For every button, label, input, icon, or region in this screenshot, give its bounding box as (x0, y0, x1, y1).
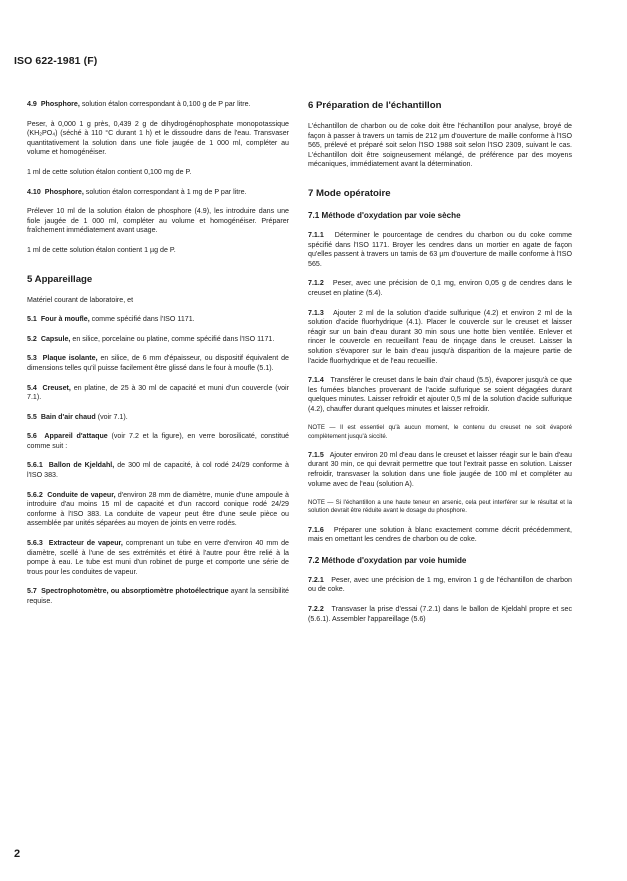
clause-title: Bain d'air chaud (40, 412, 96, 421)
clause-number: 7.2.2 (308, 605, 324, 614)
clause-text: comme spécifié dans l'ISO 1171. (89, 315, 195, 324)
clause-number: 7.2.1 (308, 575, 324, 584)
clause-text: Peser, avec une précision de 1 mg, environ 1 g de l'échantillon de charbon ou de coke. (308, 575, 572, 594)
note: NOTE — Si l'échantillon a une haute teneur en arsenic, cela peut interférer sur le résultat et la solution devrait être réduite avant le dosage du phosphore. (308, 499, 572, 515)
clause-text: en silice, porcelaine ou platine, comme spécifié dans l'ISO 1171. (70, 334, 275, 343)
clause (308, 576, 572, 595)
document-header: ISO 622-1981 (F) (14, 55, 98, 67)
clause (308, 309, 572, 367)
clause (27, 335, 289, 345)
clause-title: Extracteur de vapeur, (48, 539, 123, 548)
clause (27, 413, 289, 423)
section-heading: 7 Mode opératoire (308, 187, 391, 199)
clause-number: 7.1.6 (308, 525, 324, 534)
clause (308, 526, 572, 545)
clause (308, 376, 572, 414)
left-column (27, 100, 289, 617)
subsection-heading: 7.2 Méthode d'oxydation par voie humide (308, 555, 467, 565)
clause-number: 5.4 (27, 383, 37, 392)
clause-number: 5.1 (27, 315, 37, 324)
paragraph: 1 ml de cette solution étalon contient 1 µg de P. (27, 245, 176, 254)
paragraph: Prélever 10 ml de la solution étalon de phosphore (4.9), les introduire dans une fiole jaugée de 1 000 ml, compléter au volume et homogénéiser. Préparer fraîchement immédiatement avant usage. (27, 207, 289, 235)
clause-number: 5.6.2 (27, 490, 43, 499)
clause-number: 5.6 (27, 432, 37, 441)
clause (27, 539, 289, 577)
clause (27, 587, 289, 606)
section-heading: 6 Préparation de l'échantillon (308, 100, 442, 111)
clause (27, 354, 289, 373)
section-heading: 5 Appareillage (27, 273, 93, 285)
clause-number: 7.1.2 (308, 279, 324, 288)
paragraph: 1 ml de cette solution étalon contient 0,100 mg de P. (27, 167, 192, 176)
clause (308, 279, 572, 298)
clause-text: en platine, de 25 à 30 ml de capacité et muni d'un couvercle (voir 7.1). (27, 383, 289, 402)
subsection-heading: 7.1 Méthode d'oxydation par voie sèche (308, 210, 461, 220)
clause-text: d'environ 28 mm de diamètre, munie d'une ampoule à introduire d'au moins 15 ml de capacité et d'un raccord conique rodé 24/29 conforme à l'ISO 383. La conduite de vapeur peut être d'une seule pièce ou assemblée par unités séparées au moyen de joints en verre rodés. (27, 490, 289, 528)
clause-text: (voir 7.1). (95, 412, 128, 421)
clause-text: en silice, de 6 mm d'épaisseur, ou dispositif équivalent de dimensions telles qu'il puisse facilement être glissé dans le four à moufle (5.1). (27, 354, 289, 372)
clause-number: 5.5 (27, 412, 37, 421)
paragraph: L'échantillon de charbon ou de coke doit être l'échantillon pour analyse, broyé de façon à passer à travers un tamis de 212 µm d'ouverture de maille conforme à l'ISO 565, prélevé et préparé soit selon l'ISO 1988 soit selon l'ISO 2309, suivant le cas. L'échantillon doit être soigneusement mélangé, de préférence par des moyens mécaniques, immédiatement avant la détermination. (308, 122, 572, 169)
clause-number: 5.2 (27, 334, 37, 343)
clause-number: 5.6.3 (27, 539, 43, 548)
clause-text: Ajouter 2 ml de la solution d'acide sulfurique (4.2) et environ 2 ml de la solution d'acide fluorhydrique (4.1). Placer le couvercle sur le creuset et laisser réagir sur un bain d'eau durant 30 min sous une hotte bien ventilée. Enlever et rincer le couvercle en recueillant l'eau de rinçage dans le creuset. Laisser la solution s'évaporer sur le bain d'eau jusqu'à disparition de la majeure partie de l'acide fluorhydrique et de l'eau recueillie. (308, 308, 572, 365)
clause (308, 231, 572, 269)
clause-title: Plaque isolante, (42, 354, 98, 363)
clause (27, 461, 289, 480)
clause-number: 4.9 (27, 100, 37, 108)
clause-text: solution étalon correspondant à 1 mg de P par litre. (83, 187, 247, 196)
clause-text: Ajouter environ 20 ml d'eau dans le creuset et laisser réagir sur le bain d'eau durant 30 min, ce qui devrait permettre que tout l'extrait passe en solution. Laisser refroidir, transvaser la solution dans une fiole jaugée de 100 ml et compléter au volume avec de l'eau (solution A). (308, 450, 572, 488)
clause-title: Capsule, (40, 334, 71, 343)
clause-number: 4.10 (27, 187, 41, 196)
clause (27, 188, 289, 198)
clause-number: 7.1.5 (308, 450, 324, 459)
clause-title: Creuset, (42, 383, 71, 392)
clause-text: Préparer une solution à blanc exactement comme décrit précédemment, mais en omettant les cendres de charbon ou de coke. (308, 525, 572, 544)
note: NOTE — Il est essentiel qu'à aucun moment, le contenu du creuset ne soit évaporé complètement jusqu'à siccité. (308, 424, 572, 440)
right-column (308, 100, 572, 634)
clause-text: Peser, avec une précision de 0,1 mg, environ 0,05 g de cendres dans le creuset en platine (5.4). (308, 279, 572, 297)
clause (27, 100, 289, 110)
clause-number: 7.1.1 (308, 230, 324, 239)
clause-number: 7.1.3 (308, 308, 324, 317)
clause-text: solution étalon correspondant à 0,100 g de P par litre. (79, 100, 251, 108)
page-number: 2 (14, 848, 21, 860)
clause-number: 7.1.4 (308, 376, 324, 385)
clause-text: Déterminer le pourcentage de cendres du charbon ou du coke comme spécifié dans l'ISO 1171. Broyer les cendres dans un mortier en agate de façon qu'elles passent à travers un tamis de 63 µm d'ouverture de maille conforme à l'ISO 565. (308, 230, 572, 268)
clause-number: 5.7 (27, 587, 37, 596)
clause (308, 451, 572, 489)
clause-text: Transférer le creuset dans le bain d'air chaud (5.5), évaporer jusqu'à ce que les fumées blanches provenant de l'acide sulfurique se soient dégagées durant quelques minutes. Laisser refroidir et ajouter 0,5 ml de la solution d'acide sulfurique (4.2), chauffer durant quelques minutes et laisser refroidir. (308, 376, 572, 413)
clause (27, 384, 289, 403)
clause-text: (voir 7.2 et la figure), en verre borosilicaté, constitué comme suit : (27, 432, 289, 450)
clause-number: 5.6.1 (27, 461, 43, 470)
clause-text: ayant la sensibilité requise. (27, 587, 289, 605)
clause-number: 5.3 (27, 354, 37, 363)
clause (27, 315, 289, 325)
clause-text: Transvaser la prise d'essai (7.2.1) dans le ballon de Kjeldahl propre et sec (5.6.1). Assembler l'appareillage (5.6) (308, 605, 572, 623)
clause-title: Ballon de Kjeldahl, (48, 461, 115, 470)
paragraph: Matériel courant de laboratoire, et (27, 295, 134, 304)
clause-title: Conduite de vapeur, (47, 490, 116, 499)
clause-title: Spectrophotomètre, ou absorptiomètre photoélectrique (41, 587, 229, 596)
clause-title: Appareil d'attaque (44, 432, 108, 441)
clause-text: comprenant un tube en verre d'environ 40 mm de diamètre, scellé à l'une de ses extrémités et étiré à l'autre pour être relié à la pompe à eau. Le tube est muni d'un robinet de purge et comporte une série de trous pour les conduites de vapeur. (27, 539, 289, 576)
paragraph: Peser, à 0,000 1 g près, 0,439 2 g de dihydrogénophosphate monopotassique (KH₂PO₄) (séché à 110 °C durant 1 h) et le dissoudre dans de l'eau. Transvaser quantitativement la solution dans une fiole jaugée de 1 000 ml, compléter au volume et homogénéiser. (27, 119, 289, 157)
clause (27, 491, 289, 529)
clause-text: de 300 ml de capacité, à col rodé 24/29 conforme à l'ISO 383. (27, 461, 289, 480)
clause-title: Phosphore, (44, 187, 84, 196)
clause (27, 432, 289, 451)
clause (308, 605, 572, 624)
clause-title: Four à moufle, (40, 315, 90, 324)
clause-title: Phosphore, (40, 100, 80, 108)
